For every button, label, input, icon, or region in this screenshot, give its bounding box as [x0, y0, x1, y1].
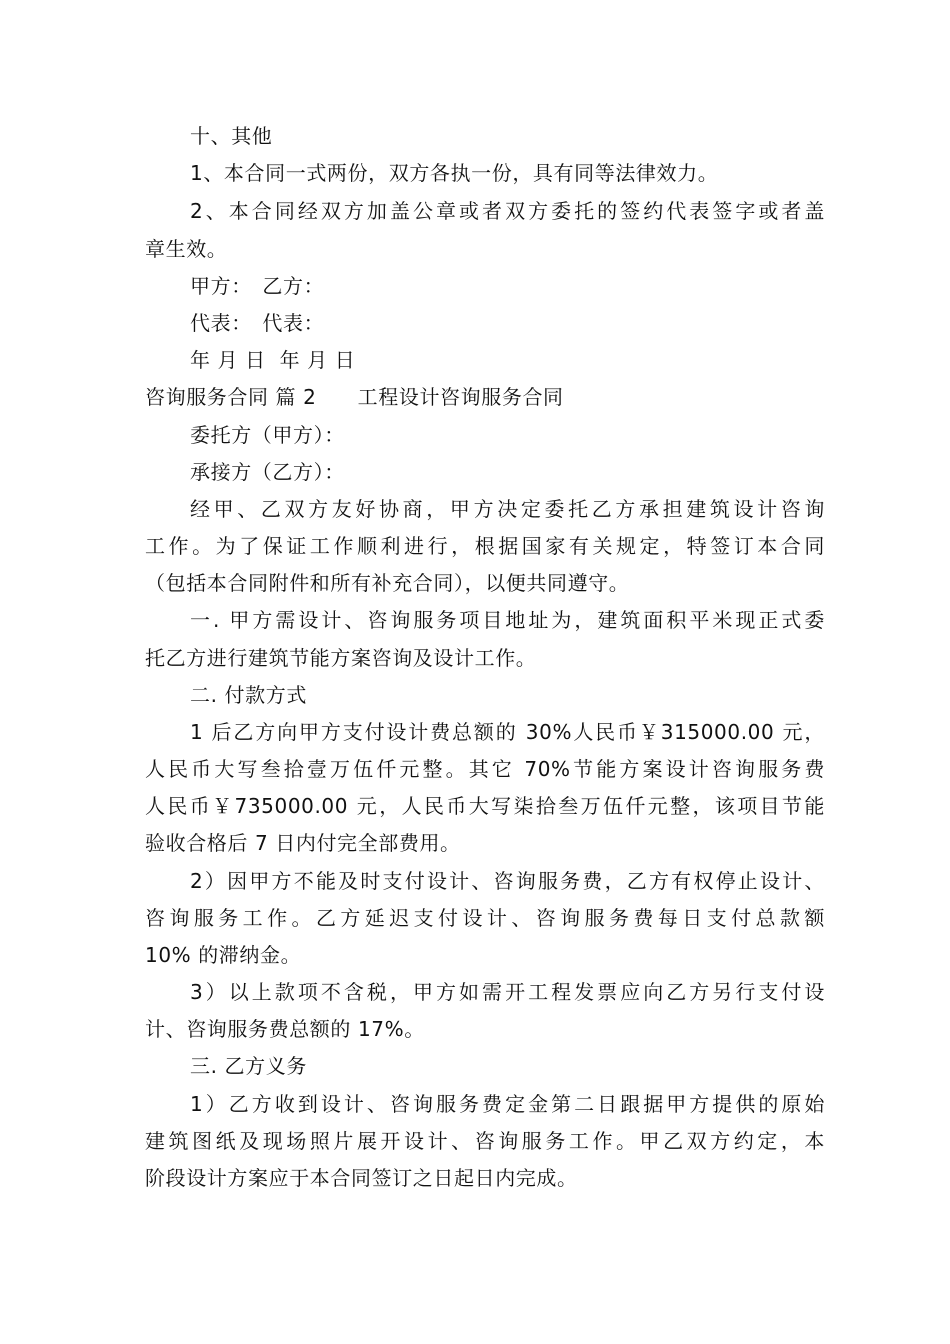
section-heading: 三. 乙方义务 [190, 1054, 307, 1078]
paragraph-line: 1 后乙方向甲方支付设计费总额的 30%人民币￥315000.00 元， [190, 720, 825, 744]
section-heading: 二. 付款方式 [190, 683, 307, 707]
paragraph-line: 经甲、乙双方友好协商，甲方决定委托乙方承担建筑设计咨询 [190, 497, 825, 521]
paragraph-line: 验收合格后 7 日内付完全部费用。 [145, 831, 461, 855]
paragraph-line: 人民币￥735000.00 元，人民币大写柒拾叁万伍仟元整，该项目节能 [145, 794, 825, 818]
paragraph-line: 计、咨询服务费总额的 17%。 [145, 1017, 425, 1041]
paragraph-line: 阶段设计方案应于本合同签订之日起日内完成。 [145, 1166, 578, 1190]
paragraph-line: 托乙方进行建筑节能方案咨询及设计工作。 [145, 646, 537, 670]
paragraph-line: 1）乙方收到设计、咨询服务费定金第二日跟据甲方提供的原始 [190, 1092, 825, 1116]
paragraph-line: 1、本合同一式两份，双方各执一份，具有同等法律效力。 [190, 161, 719, 185]
paragraph-line: 章生效。 [145, 237, 228, 261]
paragraph-line: 咨询服务工作。乙方延迟支付设计、咨询服务费每日支付总款额 [145, 906, 825, 930]
paragraph-line: 2、本合同经双方加盖公章或者双方委托的签约代表签字或者盖 [190, 199, 825, 223]
paragraph-line: 一. 甲方需设计、咨询服务项目地址为，建筑面积平米现正式委 [190, 608, 825, 632]
date-line: 年 月 日 年 月 日 [190, 348, 356, 372]
party-line: 委托方（甲方）： [190, 423, 345, 447]
party-line: 承接方（乙方）： [190, 460, 345, 484]
paragraph-line: 建筑图纸及现场照片展开设计、咨询服务工作。甲乙双方约定，本 [145, 1129, 825, 1153]
paragraph-line: 10% 的滞纳金。 [145, 943, 302, 967]
contract-title: 咨询服务合同 篇 2 工程设计咨询服务合同 [145, 385, 564, 409]
signature-line: 甲方： 乙方： [190, 274, 325, 298]
paragraph-line: 2）因甲方不能及时支付设计、咨询服务费，乙方有权停止设计、 [190, 869, 825, 893]
paragraph-line: 人民币大写叁拾壹万伍仟元整。其它 70%节能方案设计咨询服务费 [145, 757, 825, 781]
paragraph-line: 工作。为了保证工作顺利进行，根据国家有关规定，特签订本合同 [145, 534, 825, 558]
signature-line: 代表： 代表： [190, 311, 325, 335]
paragraph-line: 3）以上款项不含税，甲方如需开工程发票应向乙方另行支付设 [190, 980, 825, 1004]
paragraph-line: （包括本合同附件和所有补充合同），以便共同遵守。 [145, 571, 630, 595]
section-heading: 十、其他 [190, 124, 273, 148]
